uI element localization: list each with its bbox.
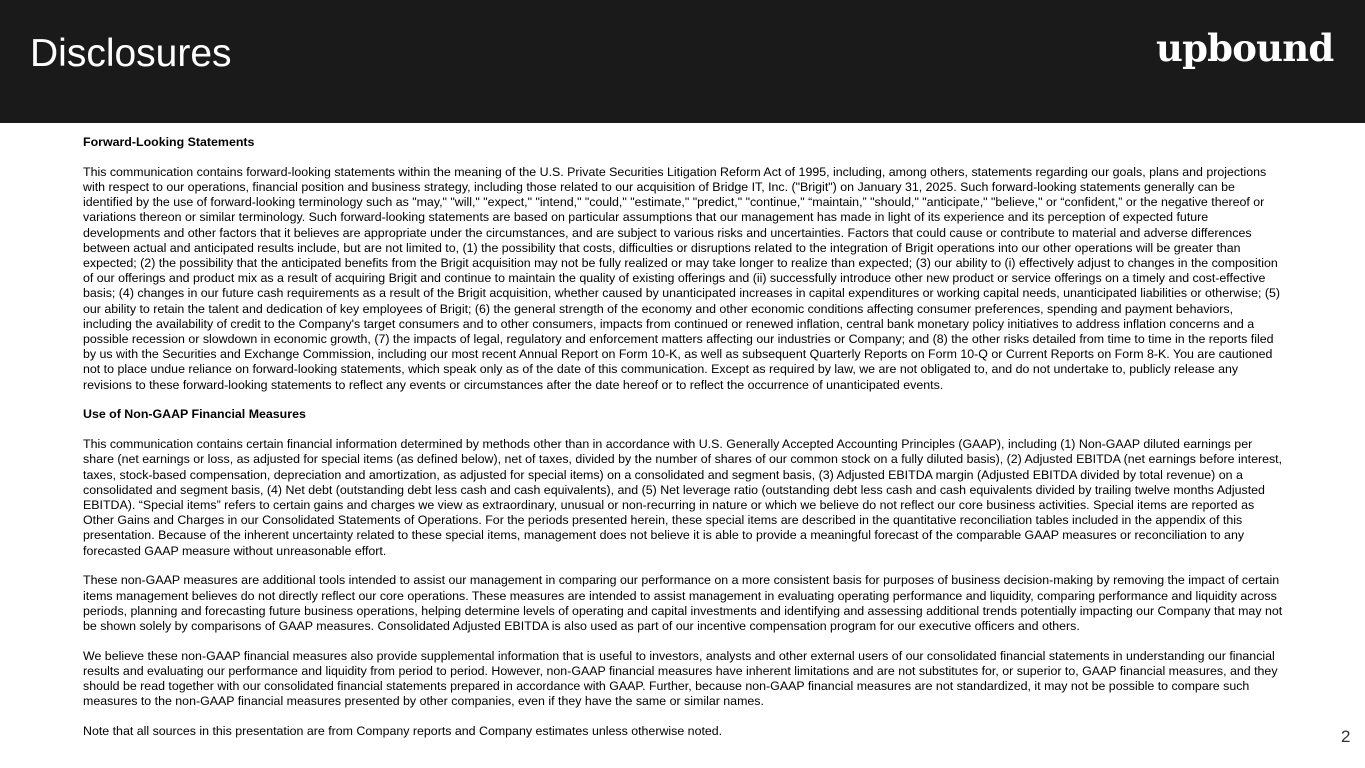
page-title: Disclosures bbox=[30, 32, 232, 75]
header-bar bbox=[0, 0, 1365, 123]
non-gaap-paragraph-1: This communication contains certain financial information determined by methods other than in accordance with U.S. Generally Accepted Accounting Principles (GAAP), including (1) Non-GAAP diluted earnings per share (net earnings or loss, as adjusted for special items (as defined below), net of taxes, divided by the number of shares of our common stock on a fully diluted basis), (2) Adjusted EBITDA (net earnings before interest, taxes, stock-based compensation, depreciation and amortization, as adjusted for special items) on a consolidated and segment basis, (3) Adjusted EBITDA margin (Adjusted EBITDA divided by total revenue) on a consolidated and segment basis, (4) Net debt (outstanding debt less cash and cash equivalents), and (5) Net leverage ratio (outstanding debt less cash and cash equivalents divided by trailing twelve months Adjusted EBITDA). “Special items” refers to certain gains and charges we view as extraordinary, unusual or non-recurring in nature or which we believe do not reflect our core business activities. Special items are reported as Other Gains and Charges in our Consolidated Statements of Operations. For the periods presented herein, these special items are described in the quantitative reconciliation tables included in the appendix of this presentation. Because of the inherent uncertainty related to these special items, management does not believe it is able to provide a meaningful forecast of the comparable GAAP measures or reconciliation to any forecasted GAAP measure without unreasonable effort. bbox=[83, 437, 1283, 558]
page-number: 2 bbox=[1341, 727, 1351, 746]
upbound-logo: upbound bbox=[1156, 26, 1334, 70]
forward-looking-heading: Forward-Looking Statements bbox=[83, 135, 255, 149]
non-gaap-paragraph-2: These non-GAAP measures are additional tools intended to assist our management in comparing our performance on a more consistent basis for purposes of business decision-making by removing the impact of certain items management believes do not directly reflect our core operations. These measures are intended to assist management in evaluating operating performance and liquidity, comparing performance and liquidity across periods, planning and forecasting future business operations, helping determine levels of operating and capital investments and identifying and assessing additional trends potentially impacting our Company that may not be shown solely by comparisons of GAAP measures. Consolidated Adjusted EBITDA is also used as part of our incentive compensation program for our executive officers and others. bbox=[83, 573, 1283, 634]
sources-note: Note that all sources in this presentation are from Company reports and Company estimates unless otherwise noted. bbox=[83, 724, 723, 739]
disclosures-content bbox=[83, 135, 1283, 739]
non-gaap-heading: Use of Non-GAAP Financial Measures bbox=[83, 407, 306, 422]
non-gaap-paragraph-3: We believe these non-GAAP financial measures also provide supplemental information that is useful to investors, analysts and other external users of our consolidated financial statements in understanding our financial results and evaluating our performance and liquidity from period to period. However, non-GAAP financial measures have inherent limitations and are not substitutes for, or superior to, GAAP financial measures, and they should be read together with our consolidated financial statements prepared in accordance with GAAP. Further, because non-GAAP financial measures are not standardized, it may not be possible to compare such measures to the non-GAAP financial measures presented by other companies, even if they have the same or similar names. bbox=[83, 648, 1278, 709]
forward-looking-body: This communication contains forward-looking statements within the meaning of the U.S. Private Securities Litigation Reform Act of 1995, including, among others, statements regarding our goals, plans and projections with respect to our operations, financial position and business strategy, including those related to our acquisition of Bridge IT, Inc. ("Brigit") on January 31, 2025. Such forward-looking statements generally can be identified by the use of forward-looking terminology such as "may," "will," "expect," "intend," "could," "estimate," "predict," "continue," “maintain,” "should," "anticipate," "believe," or “confident,” or the negative thereof or variations thereon or similar terminology. Such forward-looking statements are based on particular assumptions that our management has made in light of its experience and its perception of expected future developments and other factors that it believes are appropriate under the circumstances, and are subject to various risks and uncertainties. Factors that could cause or contribute to material and adverse differences between actual and anticipated results include, but are not limited to, (1) the possibility that costs, difficulties or disruptions related to the integration of Brigit operations into our other operations will be greater than expected; (2) the possibility that the anticipated benefits from the Brigit acquisition may not be fully realized or may take longer to realize than expected; (3) our ability to (i) effectively adjust to changes in the composition of our offerings and product mix as a result of acquiring Brigit and continue to maintain the quality of existing offerings and (ii) successfully introduce other new product or service offerings on a timely and cost-effective basis; (4) changes in our future cash requirements as a result of the Brigit acquisition, whether caused by unanticipated increases in capital expenditures or working capital needs, unanticipated liabilities or otherwise; (5) our ability to retain the talent and dedication of key employees of Brigit; (6) the general strength of the economy and other economic conditions affecting consumer preferences, spending and payment behaviors, including the availability of credit to the Company's target consumers and to other consumers, impacts from continued or renewed inflation, central bank monetary policy initiatives to address inflation concerns and a possible recession or slowdown in economic growth, (7) the impacts of legal, regulatory and enforcement matters affecting our industries or Company; and (8) the other risks detailed from time to time in the reports filed by us with the Securities and Exchange Commission, including our most recent Annual Report on Form 10-K, as well as subsequent Quarterly Reports on Form 10-Q or Current Reports on Form 8-K. You are cautioned not to place undue reliance on forward-looking statements, which speak only as of the date of this communication. Except as required by law, we are not obligated to, and do not undertake to, publicly release any revisions to these forward-looking statements to reflect any events or circumstances after the date hereof or to reflect the occurrence of unanticipated events. bbox=[83, 164, 1281, 392]
